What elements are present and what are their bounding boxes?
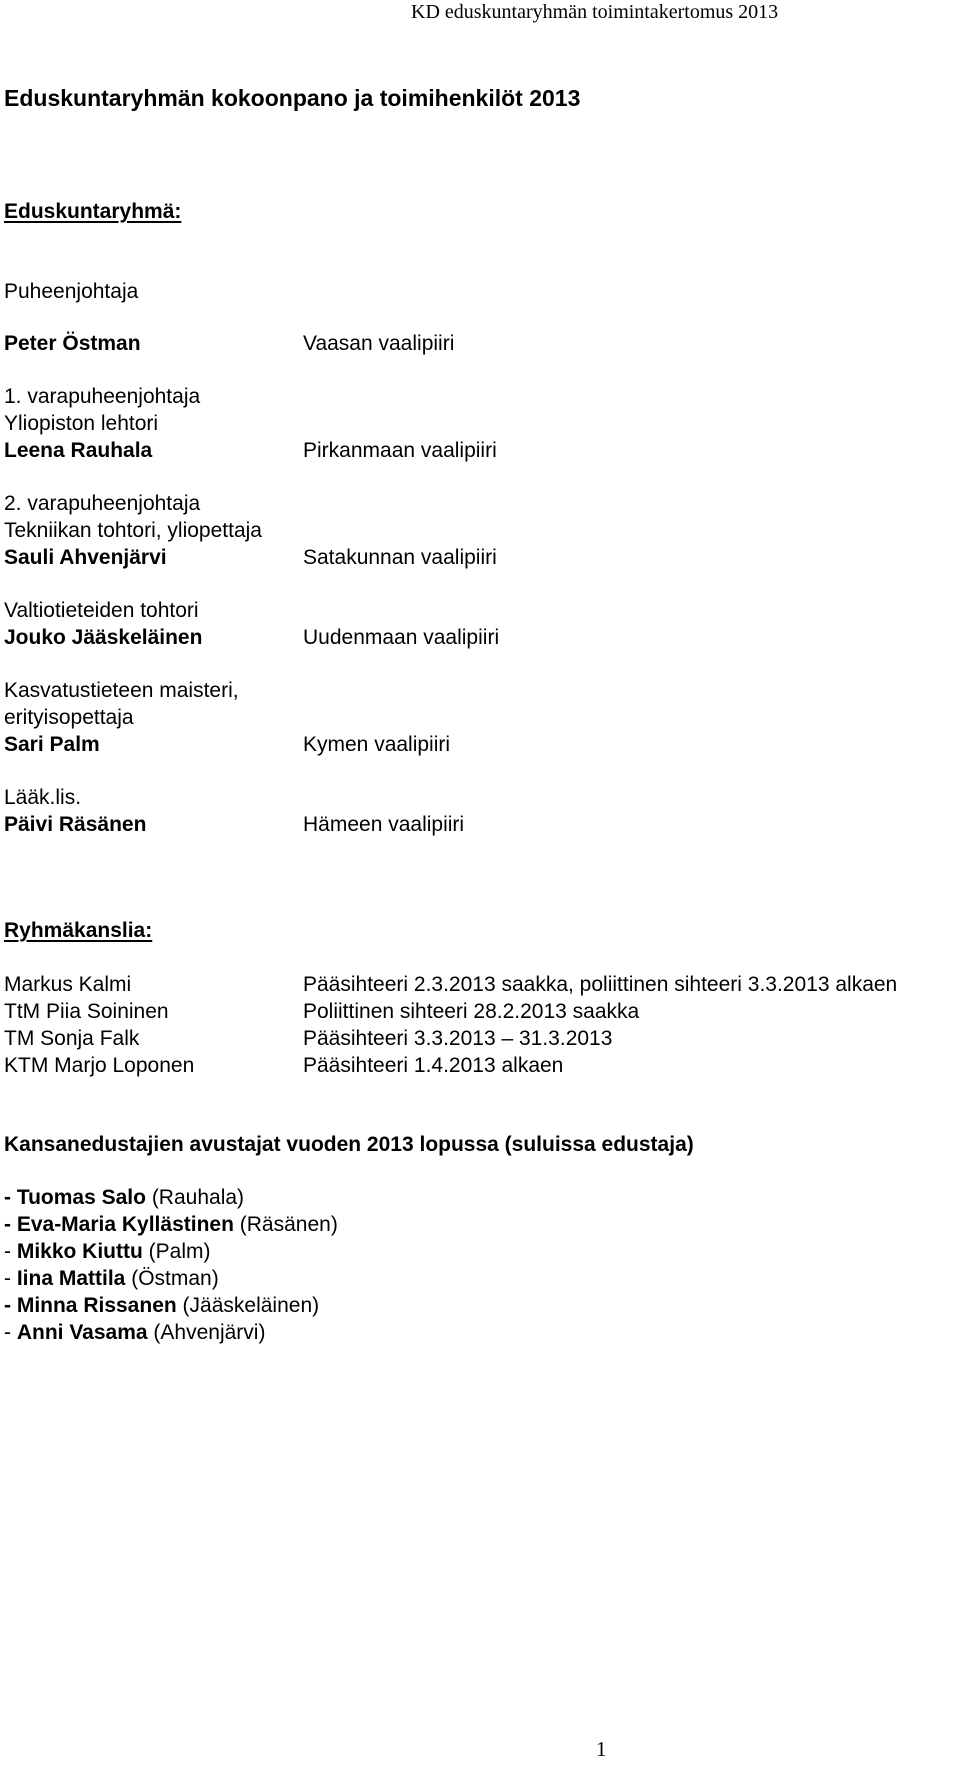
member-block (4, 493, 262, 574)
member-name: Päivi Räsänen (4, 813, 147, 836)
staff-name: TtM Piia Soininen (4, 1000, 169, 1023)
assistant-name: Iina Mattila (16, 1267, 126, 1290)
list-item: - Mikko Kiuttu (Palm) (4, 1240, 211, 1263)
member-district: Uudenmaan vaalipiiri (303, 626, 500, 649)
assistant-name: Anni Vasama (16, 1321, 148, 1344)
staff-title: Poliittinen sihteeri 28.2.2013 saakka (303, 1000, 640, 1023)
staff-title: Pääsihteeri 2.3.2013 saakka, poliittinen sihteeri 3.3.2013 alkaen (303, 973, 898, 996)
staff-title: Pääsihteeri 3.3.2013 – 31.3.2013 (303, 1027, 613, 1050)
assistants-list (4, 1187, 338, 1349)
page-number: 1 (596, 1737, 607, 1761)
member-role: 1. varapuheenjohtaja (4, 385, 201, 408)
staff-title: Pääsihteeri 1.4.2013 alkaen (303, 1054, 564, 1077)
member-district: Pirkanmaan vaalipiiri (303, 439, 497, 462)
member-name: Jouko Jääskeläinen (4, 626, 203, 649)
assistant-mp: (Ahvenjärvi) (153, 1321, 266, 1344)
member-district: Satakunnan vaalipiiri (303, 546, 497, 569)
group-heading: Eduskuntaryhmä: (4, 200, 182, 223)
member-role: Yliopiston lehtori (4, 412, 159, 435)
list-item: - Minna Rissanen (Jääskeläinen) (4, 1294, 320, 1317)
assistant-mp: (Rauhala) (151, 1186, 245, 1209)
member-name: Sauli Ahvenjärvi (4, 546, 167, 569)
member-block (4, 787, 146, 841)
staff-name: Markus Kalmi (4, 973, 132, 996)
list-item: - Tuomas Salo (Rauhala) (4, 1186, 245, 1209)
assistant-mp: (Räsänen) (239, 1213, 338, 1236)
staff-name: TM Sonja Falk (4, 1027, 140, 1050)
member-block (4, 680, 239, 761)
member-name: Peter Östman (4, 332, 141, 355)
running-header: KD eduskuntaryhmän toimintakertomus 2013 (411, 1, 779, 23)
assistant-mp: (Jääskeläinen) (182, 1294, 320, 1317)
list-item: - Iina Mattila (Östman) (4, 1267, 219, 1290)
assistant-name: Mikko Kiuttu (16, 1240, 143, 1263)
member-district: Kymen vaalipiiri (303, 733, 451, 756)
assistants-heading: Kansanedustajien avustajat vuoden 2013 lopussa (suluissa edustaja) (4, 1133, 694, 1156)
member-role: erityisopettaja (4, 706, 134, 729)
member-role: 2. varapuheenjohtaja (4, 492, 201, 515)
member-name: Leena Rauhala (4, 439, 153, 462)
assistant-name: Eva-Maria Kyllästinen (16, 1213, 234, 1236)
list-item: - Eva-Maria Kyllästinen (Räsänen) (4, 1213, 338, 1236)
member-district: Hämeen vaalipiiri (303, 813, 465, 836)
page-title: Eduskuntaryhmän kokoonpano ja toimihenkilöt 2013 (4, 85, 581, 111)
member-role: Valtiotieteiden tohtori (4, 599, 199, 622)
member-block (4, 386, 200, 467)
office-heading: Ryhmäkanslia: (4, 919, 153, 942)
assistant-mp: (Palm) (148, 1240, 211, 1263)
member-name: Sari Palm (4, 733, 100, 756)
list-item: - Anni Vasama (Ahvenjärvi) (4, 1321, 266, 1344)
member-block (4, 600, 202, 654)
assistant-name: Minna Rissanen (16, 1294, 177, 1317)
member-role: Lääk.lis. (4, 786, 82, 809)
member-role: Tekniikan tohtori, yliopettaja (4, 519, 262, 542)
member-district: Vaasan vaalipiiri (303, 332, 455, 355)
staff-name: KTM Marjo Loponen (4, 1054, 195, 1077)
assistant-mp: (Östman) (131, 1267, 219, 1290)
assistant-name: Tuomas Salo (16, 1186, 146, 1209)
member-role: Kasvatustieteen maisteri, (4, 679, 239, 702)
member-role: Puheenjohtaja (4, 280, 139, 303)
